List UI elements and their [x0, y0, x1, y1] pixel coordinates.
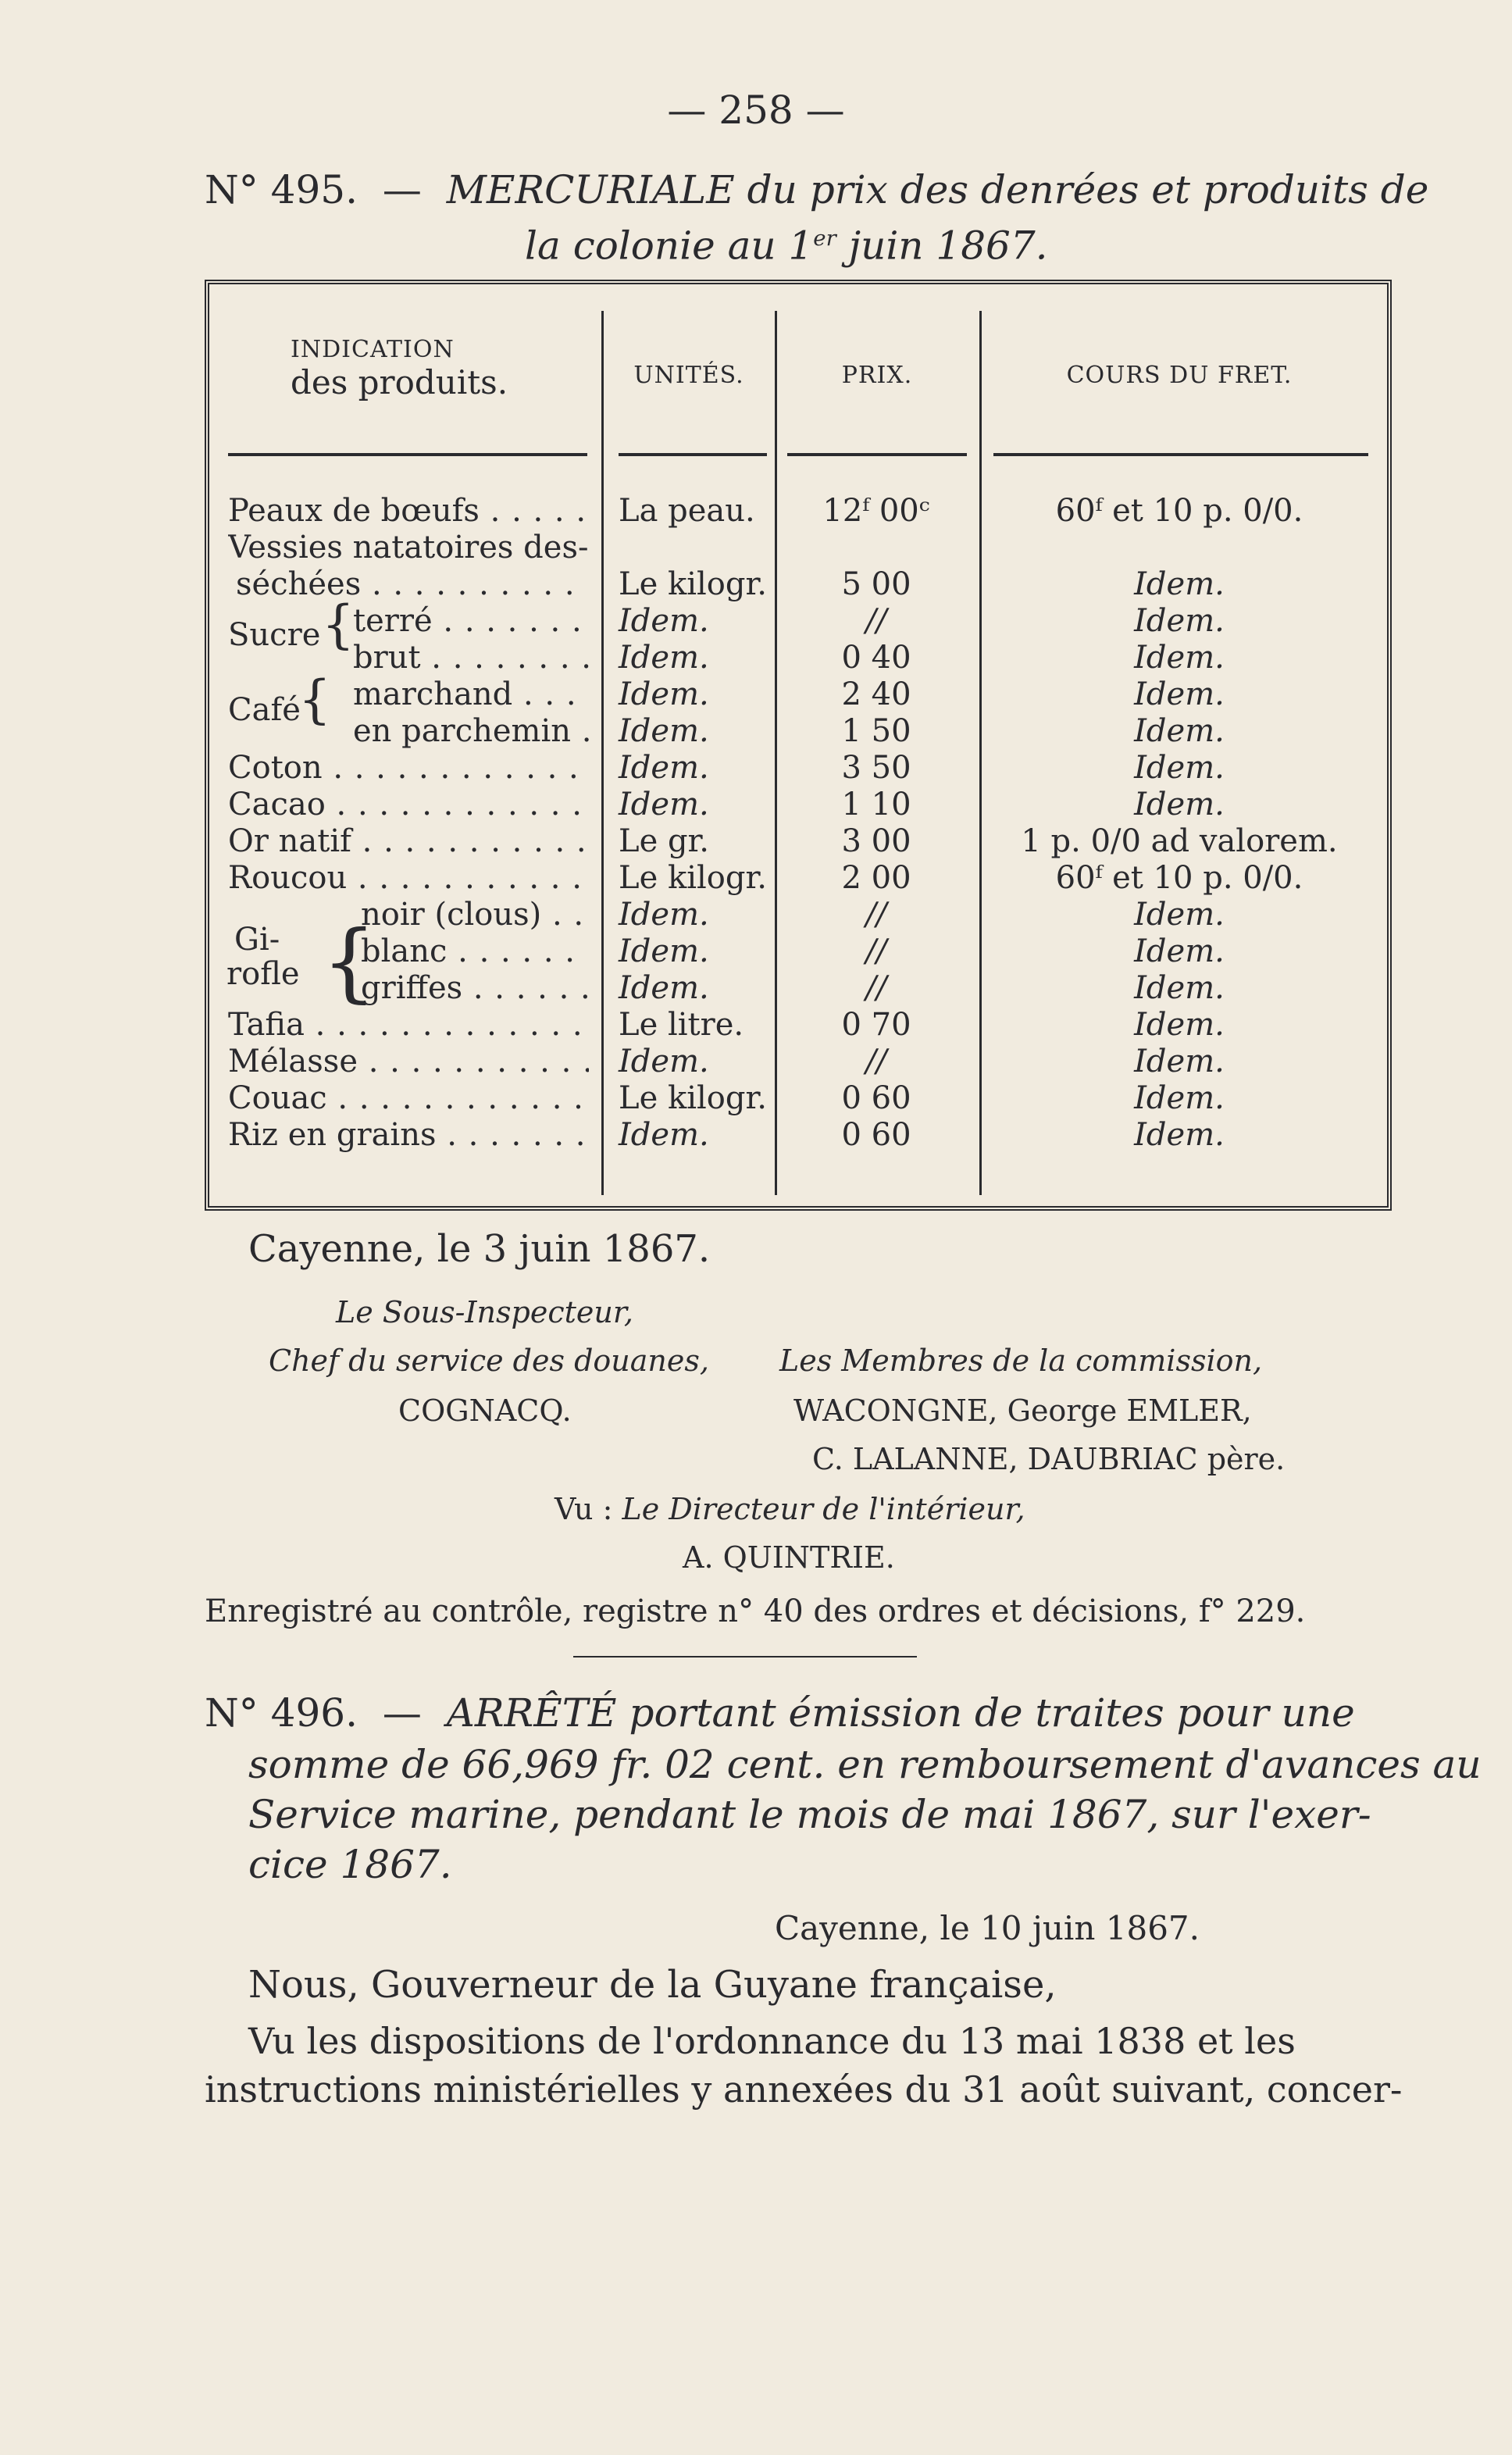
doc496-number: N° 496.	[205, 1690, 358, 1736]
left-signer-title-1: Le Sous-Inspecteur,	[336, 1295, 633, 1329]
doc495-heading-line2	[525, 214, 1048, 270]
doc495-title-line1: MERCURIALE du prix des denrées et produits de	[446, 167, 1429, 212]
row-unit: Le kilogr.	[619, 566, 767, 602]
table-row	[205, 566, 1392, 603]
table-row	[205, 529, 1392, 566]
group-label-girofle-2: rofle	[226, 956, 300, 992]
row-product-name: Or natif . . .	[228, 822, 589, 860]
row-price: //	[865, 897, 887, 933]
table-row	[205, 969, 1392, 1007]
table-row	[205, 1079, 1392, 1117]
row-unit: Idem.	[619, 970, 709, 1006]
doc495-number: N° 495.	[205, 167, 358, 212]
doc495-dash: —	[382, 167, 422, 212]
doc496-title-line2: somme de 66,969 fr. 02 cent. en remboursement d'avances au	[248, 1742, 1482, 1787]
row-unit: Idem.	[619, 1117, 709, 1153]
page-number: — 258 —	[667, 87, 845, 133]
row-product-name: Coton . . .	[228, 749, 589, 787]
row-fret: Idem.	[1134, 640, 1225, 676]
row-unit: Idem.	[619, 713, 709, 749]
vu-title: Le Directeur de l'intérieur,	[622, 1492, 1025, 1526]
row-product-name: marchand . . .	[353, 676, 589, 713]
row-price: 3 50	[841, 750, 911, 786]
doc496-title-line3: Service marine, pendant le mois de mai 1867, sur l'exer-	[248, 1792, 1371, 1837]
row-price: 0 70	[841, 1007, 911, 1043]
row-unit: Idem.	[619, 933, 709, 969]
row-unit: Le kilogr.	[619, 1080, 767, 1116]
row-product-name: Tafia . . .	[228, 1006, 589, 1044]
doc495-heading-line1	[205, 166, 1428, 214]
row-fret: Idem.	[1134, 970, 1225, 1006]
row-unit: Idem.	[619, 750, 709, 786]
row-fret: 60ᶠ et 10 p. 0/0.	[1055, 860, 1303, 896]
row-price: 0 40	[841, 640, 911, 676]
table-row	[205, 1006, 1392, 1044]
doc496-nous: Nous, Gouverneur de la Guyane française,	[248, 1963, 1057, 2007]
row-product-name: Riz en grains . . .	[228, 1116, 589, 1154]
row-unit: Idem.	[619, 897, 709, 933]
right-signer-names-1: WACONGNE, George EMLER,	[793, 1393, 1252, 1428]
header-fret: COURS DU FRET.	[1066, 362, 1293, 389]
row-unit: Le kilogr.	[619, 860, 767, 896]
row-fret: Idem.	[1134, 1007, 1225, 1043]
header-indication-top: INDICATION	[291, 336, 455, 363]
row-price: //	[865, 970, 887, 1006]
doc495-title-line2b: juin 1867.	[836, 223, 1048, 269]
header-unites: UNITÉS.	[633, 362, 744, 389]
row-fret: Idem.	[1134, 1080, 1225, 1116]
row-fret: Idem.	[1134, 603, 1225, 639]
group-label-sucre: Sucre	[228, 617, 321, 653]
row-product-name: terré . . .	[353, 602, 589, 640]
doc496-heading-line1	[205, 1689, 1355, 1737]
brace-icon: {	[322, 594, 355, 655]
row-fret: Idem.	[1134, 676, 1225, 712]
table-row	[205, 492, 1392, 530]
row-fret: Idem.	[1134, 750, 1225, 786]
doc495-title-sup: er	[813, 226, 836, 251]
row-unit: Idem.	[619, 787, 709, 822]
mercuriale-table	[205, 280, 1392, 1211]
header-indication-bottom: des produits.	[291, 363, 508, 401]
table-row	[205, 602, 1392, 640]
row-unit: Idem.	[619, 603, 709, 639]
table-row	[205, 896, 1392, 933]
table-row	[205, 639, 1392, 676]
row-product-name: Cacao . . .	[228, 786, 589, 823]
row-product-name: brut . . .	[353, 639, 589, 676]
row-price: //	[865, 933, 887, 969]
table-row	[205, 1116, 1392, 1154]
row-price: 2 00	[841, 860, 911, 896]
vu-label: Vu :	[555, 1492, 613, 1526]
row-fret: Idem.	[1134, 1117, 1225, 1153]
section-divider	[573, 1656, 917, 1657]
table-row	[205, 933, 1392, 970]
table-row	[205, 1043, 1392, 1080]
table-row	[205, 749, 1392, 787]
brace-icon: {	[298, 669, 331, 730]
table-row	[205, 859, 1392, 897]
row-price: //	[865, 1044, 887, 1079]
row-product-name: griffes . . .	[361, 969, 589, 1007]
group-label-girofle-1: Gi-	[234, 922, 280, 958]
row-fret: 1 p. 0/0 ad valorem.	[1021, 823, 1338, 859]
row-price: 12ᶠ 00ᶜ	[822, 493, 930, 529]
row-unit: Le gr.	[619, 823, 709, 859]
row-product-name: en parchemin . . .	[353, 712, 589, 750]
row-unit: Idem.	[619, 676, 709, 712]
vu-name: A. QUINTRIE.	[683, 1540, 895, 1575]
table-row	[205, 712, 1392, 750]
row-product-name: séchées . . .	[236, 566, 589, 603]
row-fret: Idem.	[1134, 787, 1225, 822]
table-row	[205, 786, 1392, 823]
brace-icon: {	[322, 912, 376, 1012]
header-rule	[228, 453, 587, 456]
row-fret: Idem.	[1134, 713, 1225, 749]
doc496-date: Cayenne, le 10 juin 1867.	[775, 1909, 1200, 1947]
right-signer-title: Les Membres de la commission,	[779, 1343, 1263, 1378]
row-product-name: Peaux de bœufs . . .	[228, 492, 589, 530]
doc496-para-line2: instructions ministérielles y annexées du 31 août suivant, concer-	[205, 2068, 1403, 2111]
table-row	[205, 822, 1392, 860]
row-product-name: noir (clous) . . .	[361, 896, 589, 933]
doc495-title-line2a: la colonie au 1	[525, 223, 814, 269]
group-label-cafe: Café	[228, 692, 301, 728]
place-date: Cayenne, le 3 juin 1867.	[248, 1227, 711, 1271]
registration-note: Enregistré au contrôle, registre n° 40 des ordres et décisions, f° 229.	[205, 1593, 1306, 1629]
row-fret: Idem.	[1134, 933, 1225, 969]
table-row	[205, 676, 1392, 713]
row-price: 3 00	[841, 823, 911, 859]
vu-line	[555, 1492, 1025, 1526]
row-unit: Idem.	[619, 640, 709, 676]
header-prix: PRIX.	[841, 362, 913, 389]
header-rule	[619, 453, 767, 456]
row-product-name: Vessies natatoires des-	[228, 530, 589, 566]
header-rule	[787, 453, 967, 456]
row-price: 1 50	[841, 713, 911, 749]
row-product-name: blanc . . .	[361, 933, 589, 970]
row-unit: La peau.	[619, 493, 755, 529]
row-price: 0 60	[841, 1080, 911, 1116]
row-fret: 60ᶠ et 10 p. 0/0.	[1055, 493, 1303, 529]
row-price: 1 10	[841, 787, 911, 822]
doc496-para-line1: Vu les dispositions de l'ordonnance du 13 mai 1838 et les	[248, 2020, 1296, 2062]
header-rule	[993, 453, 1368, 456]
row-price: //	[865, 603, 887, 639]
doc496-dash: —	[382, 1690, 422, 1736]
doc496-title-line1: ARRÊTÉ portant émission de traites pour une	[446, 1690, 1355, 1736]
row-product-name: Couac . . .	[228, 1079, 589, 1117]
row-fret: Idem.	[1134, 1044, 1225, 1079]
doc496-title-line4: cice 1867.	[248, 1842, 452, 1887]
row-unit: Idem.	[619, 1044, 709, 1079]
row-fret: Idem.	[1134, 566, 1225, 602]
header-indication	[236, 336, 634, 401]
row-price: 5 00	[841, 566, 911, 602]
row-product-name: Roucou . . .	[228, 859, 589, 897]
row-price: 0 60	[841, 1117, 911, 1153]
row-unit: Le litre.	[619, 1007, 744, 1043]
left-signer-title-2: Chef du service des douanes,	[269, 1343, 709, 1378]
row-fret: Idem.	[1134, 897, 1225, 933]
left-signer-name: COGNACQ.	[398, 1393, 572, 1428]
right-signer-names-2: C. LALANNE, DAUBRIAC père.	[812, 1442, 1286, 1476]
row-price: 2 40	[841, 676, 911, 712]
row-product-name: Mélasse . . .	[228, 1043, 589, 1080]
